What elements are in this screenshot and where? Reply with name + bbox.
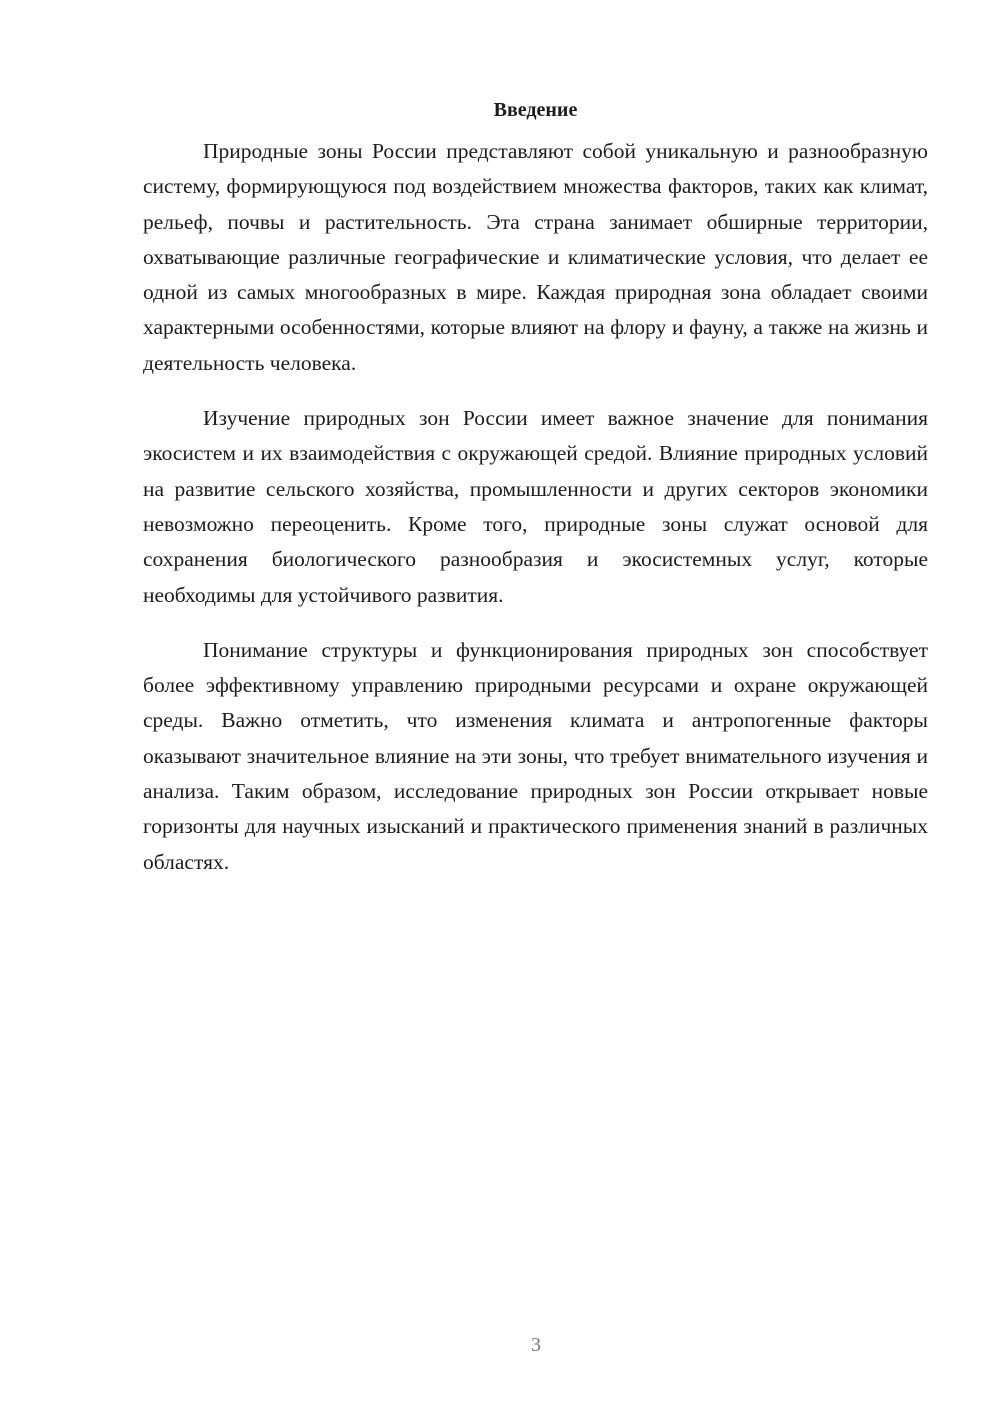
section-heading: Введение: [493, 99, 578, 121]
paragraph-1: Природные зоны России представляют собой уникальную и разнообразную систему, формирующуюся под воздействием множества факторов, таких как климат, рельеф, почвы и растительность. Эта страна занимает обширные территории, охватывающие различные географические и климатические условия, что делает ее одной из самых многообразных в мире. Каждая природная зона обладает своими характерными особенностями, которые влияют на флору и фауну, а также на жизнь и деятельность человека.: [143, 139, 928, 375]
page-number: 3: [531, 1334, 541, 1356]
page-content: [143, 96, 928, 900]
paragraph-2: Изучение природных зон России имеет важное значение для понимания экосистем и их взаимодействия с окружающей средой. Влияние природных условий на развитие сельского хозяйства, промышленности и других секторов экономики невозможно переоценить. Кроме того, природные зоны служат основой для сохранения биологического разнообразия и экосистемных услуг, которые необходимы для устойчивого развития.: [143, 406, 928, 607]
paragraph-3: Понимание структуры и функционирования природных зон способствует более эффективному управлению природными ресурсами и охране окружающей среды. Важно отметить, что изменения климата и антропогенные факторы оказывают значительное влияние на эти зоны, что требует внимательного изучения и анализа. Таким образом, исследование природных зон России открывает новые горизонты для научных изысканий и практического применения знаний в различных областях.: [143, 637, 928, 874]
